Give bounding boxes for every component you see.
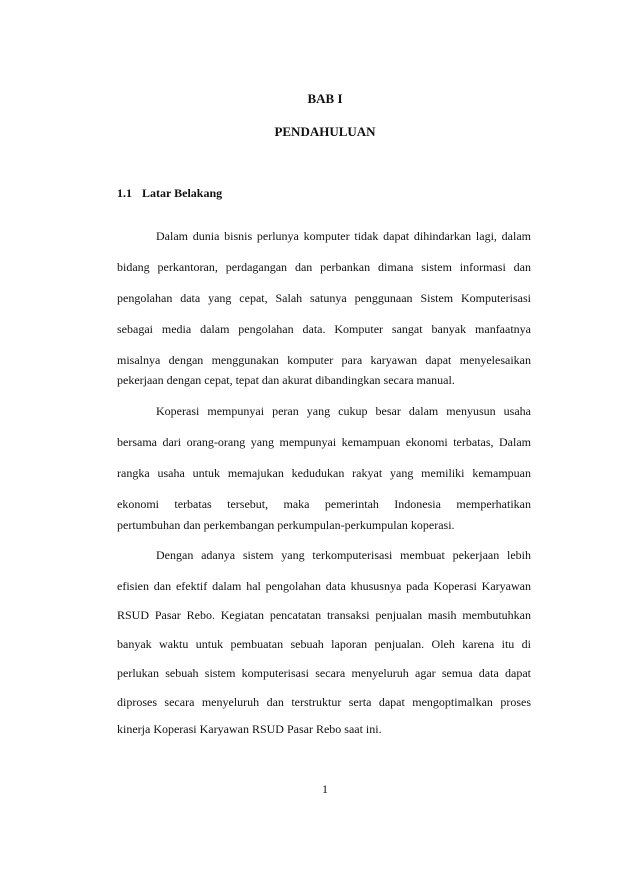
paragraph-line: bersama dari orang-orang yang mempunyai kemampuan ekonomi terbatas, Dalam (117, 435, 531, 449)
paragraph-line: perlukan sebuah sistem komputerisasi secara menyeluruh agar semua data dapat (117, 666, 531, 680)
paragraph-line: kinerja Koperasi Karyawan RSUD Pasar Rebo saat ini. (117, 722, 382, 736)
chapter-label: BAB I (307, 91, 343, 106)
paragraph-line: pertumbuhan dan perkembangan perkumpulan-perkumpulan koperasi. (117, 518, 455, 532)
paragraph-line: ekonomi terbatas tersebut, maka pemerintah Indonesia memperhatikan (117, 497, 531, 511)
paragraph-line: efisien dan efektif dalam hal pengolahan data khususnya pada Koperasi Karyawan (117, 579, 531, 593)
paragraph-line: RSUD Pasar Rebo. Kegiatan pencatatan transaksi penjualan masih membutuhkan (117, 608, 531, 622)
section-title: Latar Belakang (142, 186, 223, 200)
paragraph-line: pekerjaan dengan cepat, tepat dan akurat dibandingkan secara manual. (117, 373, 455, 387)
paragraph-line: pengolahan data yang cepat, Salah satunya penggunaan Sistem Komputerisasi (117, 291, 531, 305)
paragraph-line: misalnya dengan menggunakan komputer para karyawan dapat menyelesaikan (117, 353, 531, 367)
page-number: 1 (322, 782, 328, 796)
chapter-title: PENDAHULUAN (274, 124, 376, 139)
paragraph-line: Koperasi mempunyai peran yang cukup besar dalam menyusun usaha (156, 404, 531, 418)
paragraph-line: rangka usaha untuk memajukan kedudukan rakyat yang memiliki kemampuan (117, 466, 531, 480)
paragraph-line: Dengan adanya sistem yang terkomputerisasi membuat pekerjaan lebih (156, 548, 531, 562)
section-heading (117, 186, 222, 201)
paragraph-line: bidang perkantoran, perdagangan dan perbankan dimana sistem informasi dan (117, 260, 531, 274)
section-number: 1.1 (117, 186, 132, 200)
paragraph-line: sebagai media dalam pengolahan data. Komputer sangat banyak manfaatnya (117, 322, 531, 336)
paragraph-line: banyak waktu untuk pembuatan sebuah laporan penjualan. Oleh karena itu di (117, 637, 531, 651)
paragraph-line: diproses secara menyeluruh dan terstruktur serta dapat mengoptimalkan proses (117, 695, 531, 709)
paragraph-line: Dalam dunia bisnis perlunya komputer tidak dapat dihindarkan lagi, dalam (156, 229, 531, 243)
